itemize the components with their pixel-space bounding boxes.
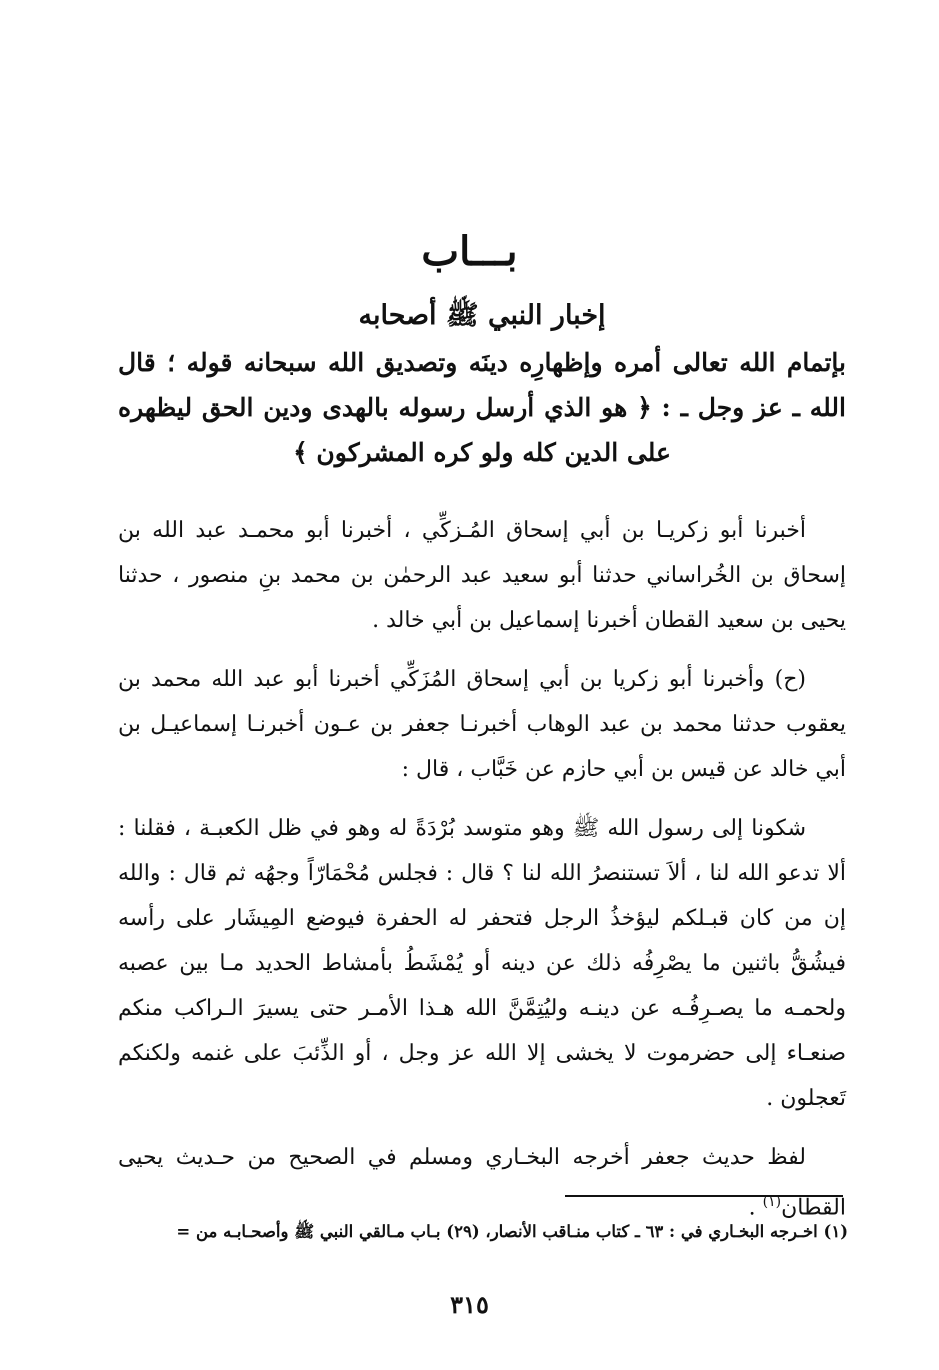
paragraph-isnad-1: أخبرنا أبو زكريـا بن أبي إسحاق المُـزكِّي ، أخبرنا أبو محمـد عبد الله بن إسحاق بن الخُراساني حدثنا أبو سعيد عبد الرحمٰن بن محمد بنِ منصور ، حدثنا يحيى بن سعيد القطان أخبرنا إسماعيل بن أبي خالد .: [118, 518, 846, 633]
body-text: [118, 508, 846, 1244]
paragraph-isnad-2: (ح) وأخبرنا أبو زكريا بن أبي إسحاق المُزَكِّي أخبرنا أبو عبد الله محمد بن يعقوب حدثنا محمد بن عبد الوهاب أخبرنـا جعفر بن عـون أخبرنـا إسماعيـل بن أبي خالد عن قيس بن أبي حازم عن خَبَّاب ، قال :: [118, 667, 846, 782]
section-title: [118, 292, 846, 475]
footnote-divider: [565, 1195, 843, 1197]
takhrij-text: لفظ حديث جعفر أخرجه البخـاري ومسلم في الصحيح من حـديث يحيى القطان: [118, 1145, 846, 1221]
page-number: ٣١٥: [450, 1290, 489, 1319]
title-subtitle: بإتمام الله تعالى أمره وإظهارِه دينَه وتصديق الله سبحانه قوله ؛ قال الله ـ عز وجل ـ : ﴿ هو الذي أرسل رسوله بالهدى ودين الحق ليظهره على الدين كله ولو كره المشركون ﴾: [118, 348, 846, 467]
chapter-heading: بـــاب: [421, 228, 518, 275]
title-main: إخبار النبي ﷺ أصحابه: [358, 300, 606, 331]
footnote-reference[interactable]: (١): [762, 1194, 782, 1210]
paragraph-hadith-text: شكونا إلى رسول الله ﷺ وهو متوسد بُرْدَةً له وهو في ظل الكعبـة ، فقلنا : ألا تدعو الله لنا ، ألاَ تستنصرُ الله لنا ؟ قال : فجلس مُحْمَارّاً وجهُه ثم قال : والله إن من كان قبـلكم ليؤخذُ الرجل فتحفر له الحفرة فيوضع المِيشَار على رأسه فيشُقُّ باثنين ما يصْرِفُه ذلك عن دينه أو يُمْشَطُ بأمشاط الحديد مـا بين عصبه ولحمـه ما يصـرِفُـه عن دينـه وليُتِمَّنَّ الله هـذا الأمـر حتى يسيرَ الـراكب منكم صنعـاء إلى حضرموت لا يخشى إلا الله عز وجل ، أو الذِّئبَ على غنمه ولكنكم تَعجلون .: [118, 816, 846, 1111]
takhrij-end: .: [748, 1195, 763, 1221]
footnote: (١) اخـرجه البخـاري في : ٦٣ ـ كتاب منـاقب الأنصار، (٢٩) بـاب مـالقي النبي ﷺ وأصحـابـه من =: [176, 1222, 848, 1241]
